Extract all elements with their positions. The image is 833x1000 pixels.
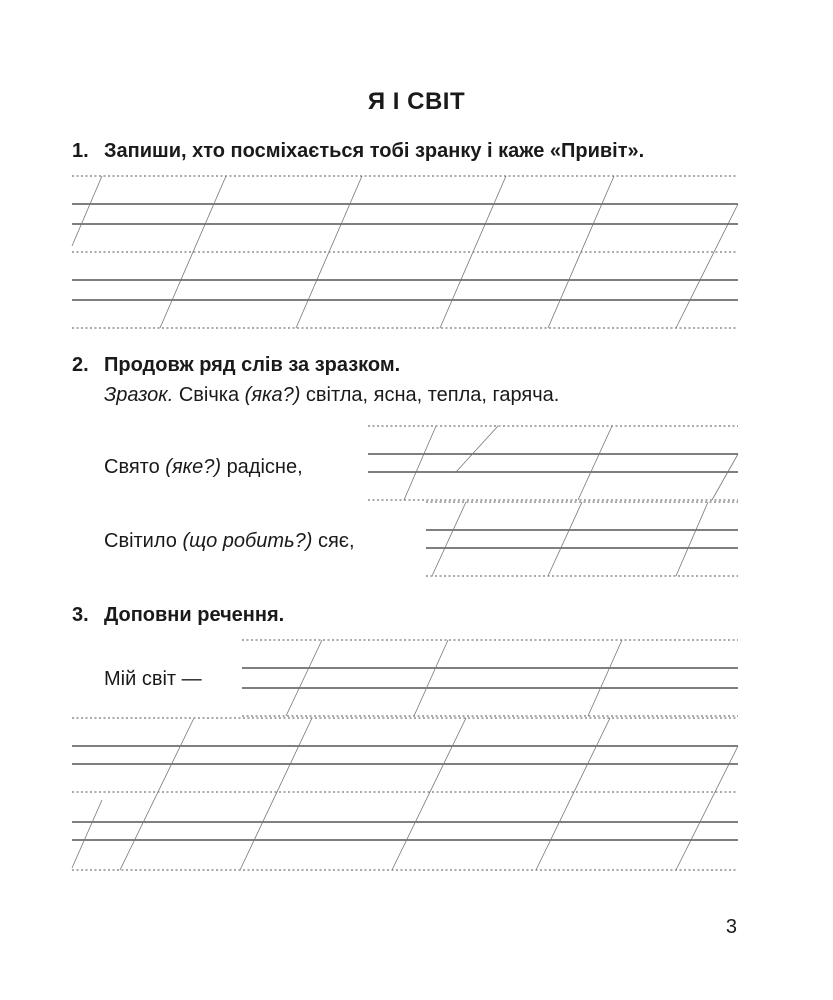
task-1-writing-area[interactable] bbox=[72, 176, 738, 328]
task-2-text: Продовж ряд слів за зразком. bbox=[104, 354, 401, 376]
row-2-answer: сяє, bbox=[317, 530, 355, 552]
task-2-row-2-writing-area[interactable] bbox=[426, 502, 738, 576]
row-2-word: Світило bbox=[104, 530, 177, 552]
task-3-prompt: Мій світ — bbox=[104, 668, 202, 690]
row-1-question: (яке?) bbox=[165, 456, 221, 478]
task-2-row-1-writing-area[interactable] bbox=[368, 426, 738, 500]
page-title: Я І СВІТ bbox=[367, 88, 466, 115]
example-question: (яка?) bbox=[244, 384, 301, 406]
example-answer: світла, ясна, тепла, гаряча. bbox=[305, 384, 560, 406]
task-3-number: 3. bbox=[72, 604, 89, 626]
task-3-text: Доповни речення. bbox=[104, 604, 285, 626]
row-1-answer: радісне, bbox=[226, 456, 303, 478]
example-label: Зразок. bbox=[104, 384, 174, 406]
row-1-word: Свято bbox=[104, 456, 160, 478]
row-2-question: (що робить?) bbox=[182, 530, 313, 552]
page-number: 3 bbox=[725, 916, 737, 938]
task-1-text: Запиши, хто посміхається тобі зранку і каже «Привіт». bbox=[104, 140, 645, 162]
example-word: Свічка bbox=[178, 384, 240, 406]
task-1-number: 1. bbox=[72, 140, 89, 162]
task-3-writing-area[interactable] bbox=[72, 640, 738, 870]
task-2-number: 2. bbox=[72, 354, 89, 376]
